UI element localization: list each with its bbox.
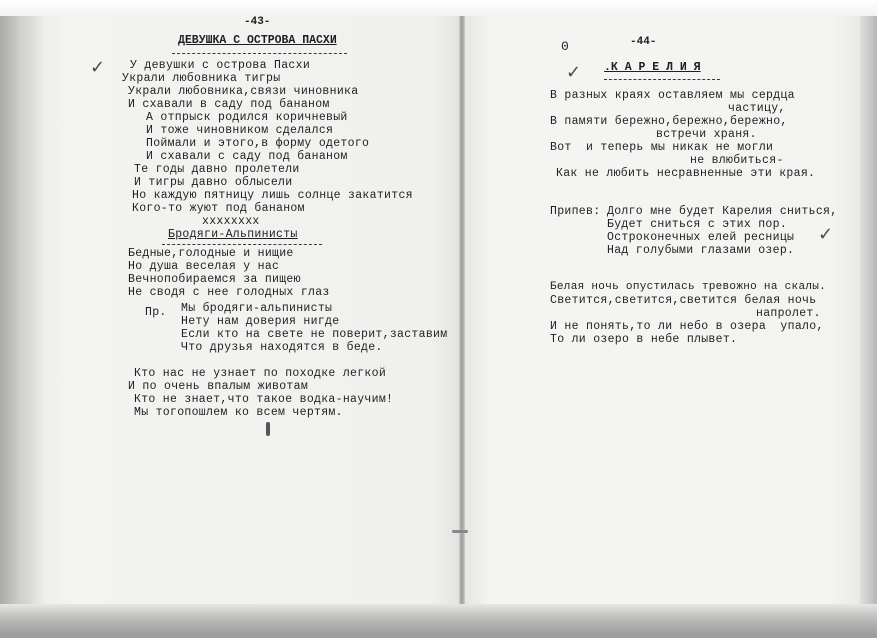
song2-title: Бродяги-Альпинисты <box>168 228 298 241</box>
karelia-verse2-line: И не понять,то ли небо в озера упало, <box>550 320 824 333</box>
karelia-verse1-line: встречи храня. <box>656 128 757 141</box>
karelia-verse2-line: напролет. <box>756 307 821 320</box>
song1-line: Те годы давно пролетели <box>134 163 300 176</box>
song1-line: И тоже чиновником сделался <box>146 124 334 137</box>
song2-line: Не сводя с нее голодных глаз <box>128 286 330 299</box>
karelia-chorus-line: Долго мне будет Карелия сниться, <box>607 205 838 218</box>
song1-line: А отпрыск родился коричневый <box>146 111 348 124</box>
karelia-chorus-line: Над голубыми глазами озер. <box>607 244 795 257</box>
check-mark-icon: ✓ <box>818 224 834 245</box>
song1-line: Кого-то жуют под бананом <box>132 202 305 215</box>
karelia-chorus-line: Остроконечных елей ресницы <box>607 231 795 244</box>
song2-verse2-line: Кто нас не узнает по походке легкой <box>134 367 387 380</box>
ink-speck <box>266 422 270 436</box>
song2-verse2-line: Мы тогопошлем ко всем чертям. <box>134 406 343 419</box>
song2-line: Но душа веселая у нас <box>128 260 280 273</box>
song1-line: И тигры давно облысели <box>134 176 293 189</box>
binding-staple <box>452 530 468 533</box>
song2-verse2-line: И по очень впалым животам <box>128 380 309 393</box>
scan-top-margin <box>0 0 877 16</box>
song2-line: Вечнопобираемся за пищею <box>128 273 301 286</box>
karelia-verse1-line: не влюбиться- <box>690 154 784 167</box>
song1-line: Украли любовника,связи чиновника <box>128 85 359 98</box>
karelia-verse1-line: Вот и теперь мы никак не могли <box>550 141 774 154</box>
karelia-verse1-line: В разных краях оставляем мы сердца <box>550 89 795 102</box>
right-page-title: .К А Р Е Л И Я <box>604 61 701 74</box>
book-bottom-edge <box>0 604 877 638</box>
karelia-verse2-line: Светится,светится,светится белая ночь <box>550 294 817 307</box>
chorus-line: Если кто на свете не поверит,заставим <box>181 328 448 341</box>
song1-line: Украли любовника тигры <box>122 72 281 85</box>
karelia-verse2-line: Белая ночь опустилась тревожно на скалы. <box>550 281 827 293</box>
left-page-title: ДЕВУШКА С ОСТРОВА ПАСХИ <box>178 34 337 47</box>
chorus-line: Что друзья находятся в беде. <box>181 341 383 354</box>
check-mark-icon: ✓ <box>566 62 582 83</box>
left-page-number: -43- <box>244 16 271 28</box>
song1-line: Но каждую пятницу лишь солнце закатится <box>132 189 413 202</box>
chorus-line: Нету нам доверия нигде <box>181 315 340 328</box>
section-separator: xxxxxxxx <box>202 215 260 228</box>
song2-title-rule <box>162 244 322 245</box>
margin-mark: 0 <box>561 39 570 54</box>
song2-line: Бедные,голодные и нищие <box>128 247 294 260</box>
karelia-verse1-line: В памяти бережно,бережно,бережно, <box>550 115 788 128</box>
karelia-chorus-line: Будет сниться с этих пор. <box>607 218 788 231</box>
title-underline-rule <box>172 53 347 54</box>
right-title-rule <box>604 79 720 80</box>
right-page-number: -44- <box>630 36 657 48</box>
song1-line: У девушки с острова Пасхи <box>130 59 311 72</box>
book-left-edge <box>0 16 30 626</box>
song2-verse2-line: Кто не знает,что такое водка-научим! <box>134 393 394 406</box>
karelia-chorus-label: Припев: <box>550 205 601 218</box>
karelia-verse1-line: Как не любить несравненные эти края. <box>556 167 816 180</box>
chorus-line: Мы бродяги-альпинисты <box>181 302 333 315</box>
book-gutter <box>459 16 465 612</box>
check-mark-icon: ✓ <box>90 57 106 78</box>
song1-line: И схавали в саду под бананом <box>128 98 330 111</box>
chorus-label: Пр. <box>145 306 167 319</box>
song1-line: И схавали с саду под бананом <box>146 150 348 163</box>
karelia-verse1-line: частицу, <box>728 102 786 115</box>
song1-line: Поймали и этого,в форму одетого <box>146 137 370 150</box>
book-right-edge <box>860 16 877 616</box>
karelia-verse2-line: То ли озеро в небе плывет. <box>550 333 738 346</box>
